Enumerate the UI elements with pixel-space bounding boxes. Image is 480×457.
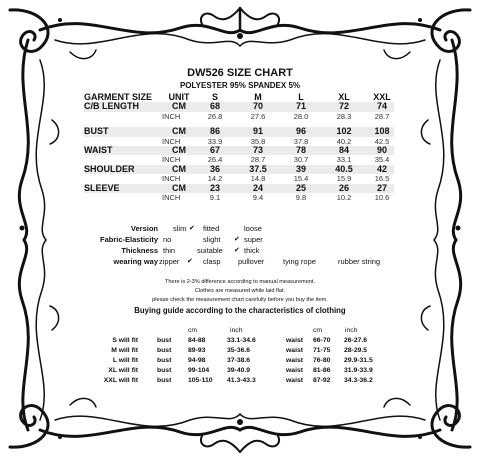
cell: 90	[376, 144, 387, 155]
guide-waist-cm: 66-70	[313, 337, 331, 344]
guide-bust-cm: 84-88	[188, 337, 206, 344]
wearing-label: wearing way	[113, 257, 158, 266]
guide-waist-label: waist	[286, 337, 303, 344]
cell: 78	[295, 144, 306, 155]
cell: 102	[336, 126, 352, 137]
cell: 42	[376, 163, 387, 174]
version-label: Version	[130, 224, 158, 233]
cell: 33.1	[336, 155, 352, 165]
option-rubber-string: rubber string	[338, 257, 381, 266]
cell: 27.6	[250, 111, 266, 121]
guide-size: S will fit	[112, 337, 138, 344]
guide-bust-label: bust	[157, 367, 172, 374]
guide-size: XL will fit	[108, 367, 138, 374]
cell: 26.8	[207, 111, 223, 121]
option-thick: thick	[244, 246, 260, 255]
guide-waist-label: waist	[286, 357, 303, 364]
measure-label: SHOULDER	[84, 163, 135, 174]
elasticity-row	[0, 235, 480, 245]
guide-bust-cm: 105-110	[188, 377, 213, 384]
guide-size: L will fit	[112, 357, 138, 364]
table-row	[84, 127, 394, 136]
cell: 37.8	[293, 136, 309, 146]
cell: 23	[209, 182, 220, 193]
cell: 68	[209, 101, 220, 112]
cell: 26	[338, 182, 349, 193]
option-fitted: fitted	[203, 224, 220, 233]
measure-label: C/B LENGTH	[84, 101, 139, 112]
cell: 73	[252, 144, 263, 155]
size-header-l: L	[298, 92, 304, 102]
unit-inch: INCH	[162, 155, 181, 165]
cell: 10.6	[374, 192, 390, 202]
cell: 9.1	[209, 192, 221, 202]
cell: 15.4	[293, 174, 309, 184]
cell: 30.7	[293, 155, 309, 165]
cell: 37.5	[249, 163, 267, 174]
cell: 24	[252, 182, 263, 193]
guide-waist-label: waist	[286, 377, 303, 384]
note-difference: There is 2-3% difference according to manual measurement.	[164, 279, 316, 285]
table-row	[84, 102, 394, 111]
option-super: super	[244, 235, 263, 244]
measure-label: WAIST	[84, 144, 113, 155]
cell: 96	[295, 126, 306, 137]
unit-cm: CM	[172, 163, 186, 174]
guide-bust-cm: 89-93	[188, 347, 206, 354]
guide-waist-inch: 31.9-33.9	[344, 367, 373, 374]
guide-bust-inch: 39-40.9	[227, 367, 251, 374]
table-row	[84, 184, 394, 193]
guide-bust-inch: 35-36.6	[227, 347, 251, 354]
guide-waist-inch: 34.3-36.2	[344, 377, 373, 384]
option-suitable: suitable	[197, 246, 223, 255]
unit-header: UNIT	[168, 92, 190, 102]
guide-col-inch: inch	[345, 327, 358, 334]
guide-size: M will fit	[111, 347, 138, 354]
guide-size: XXL will fit	[103, 377, 138, 384]
unit-cm: CM	[172, 182, 186, 193]
note-check-chart: please check the measurement chart carefully before you buy the item.	[152, 297, 328, 303]
measure-label: SLEEVE	[84, 182, 120, 193]
guide-col-inch: inch	[230, 327, 243, 334]
guide-bust-inch: 41.3-43.3	[227, 377, 256, 384]
guide-waist-cm: 71-75	[313, 347, 331, 354]
cell: 70	[252, 101, 263, 112]
option-slight: slight	[203, 235, 221, 244]
cell: 27	[376, 182, 387, 193]
cell: 40.2	[336, 136, 352, 146]
option-no: no	[163, 235, 172, 244]
option-slim: slim	[173, 224, 187, 233]
cell: 74	[376, 101, 387, 112]
guide-waist-label: waist	[286, 367, 303, 374]
unit-inch: INCH	[162, 174, 181, 184]
guide-bust-label: bust	[157, 347, 172, 354]
unit-cm: CM	[172, 101, 186, 112]
unit-cm: CM	[172, 144, 186, 155]
table-row	[84, 165, 394, 174]
guide-bust-label: bust	[157, 377, 172, 384]
thickness-row	[0, 246, 480, 256]
unit-inch: INCH	[162, 136, 181, 146]
thickness-label: Thickness	[121, 246, 158, 255]
cell: 84	[338, 144, 349, 155]
size-header-xxl: XXL	[373, 92, 391, 102]
cell: 14.2	[207, 174, 223, 184]
elasticity-label: Fabric-Elasticity	[100, 235, 158, 244]
measure-label: BUST	[84, 126, 109, 137]
cell: 42.5	[374, 136, 390, 146]
cell: 15.9	[336, 174, 352, 184]
table-row	[84, 193, 394, 202]
check-icon: ✔	[189, 225, 195, 232]
cell: 26.4	[207, 155, 223, 165]
check-icon: ✔	[187, 258, 193, 265]
unit-inch: INCH	[162, 111, 181, 121]
cell: 36	[209, 163, 220, 174]
guide-waist-cm: 76-80	[313, 357, 331, 364]
option-clasp: clasp	[203, 257, 221, 266]
option-thin: thin	[163, 246, 176, 255]
version-row	[0, 224, 480, 234]
cell: 9.8	[295, 192, 307, 202]
garment-size-header: GARMENT SIZE	[84, 92, 153, 102]
option-pullover: pullover	[238, 257, 265, 266]
cell: 28.0	[293, 111, 309, 121]
cell: 40.5	[335, 163, 353, 174]
guide-bust-inch: 33.1-34.6	[227, 337, 256, 344]
wearing-row	[0, 257, 480, 267]
page-title: DW526 SIZE CHART	[187, 67, 293, 79]
size-header-m: M	[254, 92, 262, 102]
guide-waist-inch: 26-27.6	[344, 337, 368, 344]
cell: 35.4	[374, 155, 390, 165]
option-tying-rope: tying rope	[283, 257, 316, 266]
unit-inch: INCH	[162, 192, 181, 202]
cell: 35.8	[250, 136, 266, 146]
table-row	[84, 146, 394, 155]
guide-waist-cm: 81-86	[313, 367, 331, 374]
guide-waist-label: waist	[286, 347, 303, 354]
guide-col-cm: cm	[188, 327, 198, 334]
cell: 33.9	[207, 136, 223, 146]
fabric-composition: POLYESTER 95% SPANDEX 5%	[179, 81, 301, 90]
cell: 25	[295, 182, 306, 193]
cell: 39	[295, 163, 306, 174]
guide-bust-cm: 94-98	[188, 357, 206, 364]
cell: 67	[209, 144, 220, 155]
option-loose: loose	[244, 224, 262, 233]
guide-waist-cm: 87-92	[313, 377, 331, 384]
cell: 71	[295, 101, 306, 112]
cell: 28.7	[250, 155, 266, 165]
guide-bust-inch: 37-38.6	[227, 357, 251, 364]
check-icon: ✔	[234, 236, 240, 243]
guide-waist-inch: 28-29.5	[344, 347, 368, 354]
check-icon: ✔	[234, 247, 240, 254]
guide-bust-label: bust	[157, 337, 172, 344]
cell: 28.7	[374, 111, 390, 121]
cell: 10.2	[336, 192, 352, 202]
option-zipper: zipper	[159, 257, 180, 266]
size-table	[84, 93, 394, 202]
guide-waist-inch: 29.9-31.5	[344, 357, 373, 364]
guide-bust-label: bust	[157, 357, 172, 364]
note-laid-flat: Clothes are measured while laid flat.	[194, 288, 286, 294]
guide-bust-cm: 99-104	[188, 367, 210, 374]
cell: 72	[338, 101, 349, 112]
cell: 16.5	[374, 174, 390, 184]
cell: 86	[209, 126, 220, 137]
guide-col-cm: cm	[313, 327, 323, 334]
size-header-xl: XL	[338, 92, 350, 102]
table-row	[84, 112, 394, 121]
cell: 108	[374, 126, 390, 137]
buying-guide-title: Buying guide according to the characteristics of clothing	[134, 306, 346, 315]
cell: 9.4	[252, 192, 264, 202]
cell: 14.8	[250, 174, 266, 184]
unit-cm: CM	[172, 126, 186, 137]
size-header-s: S	[211, 92, 218, 102]
cell: 91	[252, 126, 263, 137]
cell: 28.3	[336, 111, 352, 121]
